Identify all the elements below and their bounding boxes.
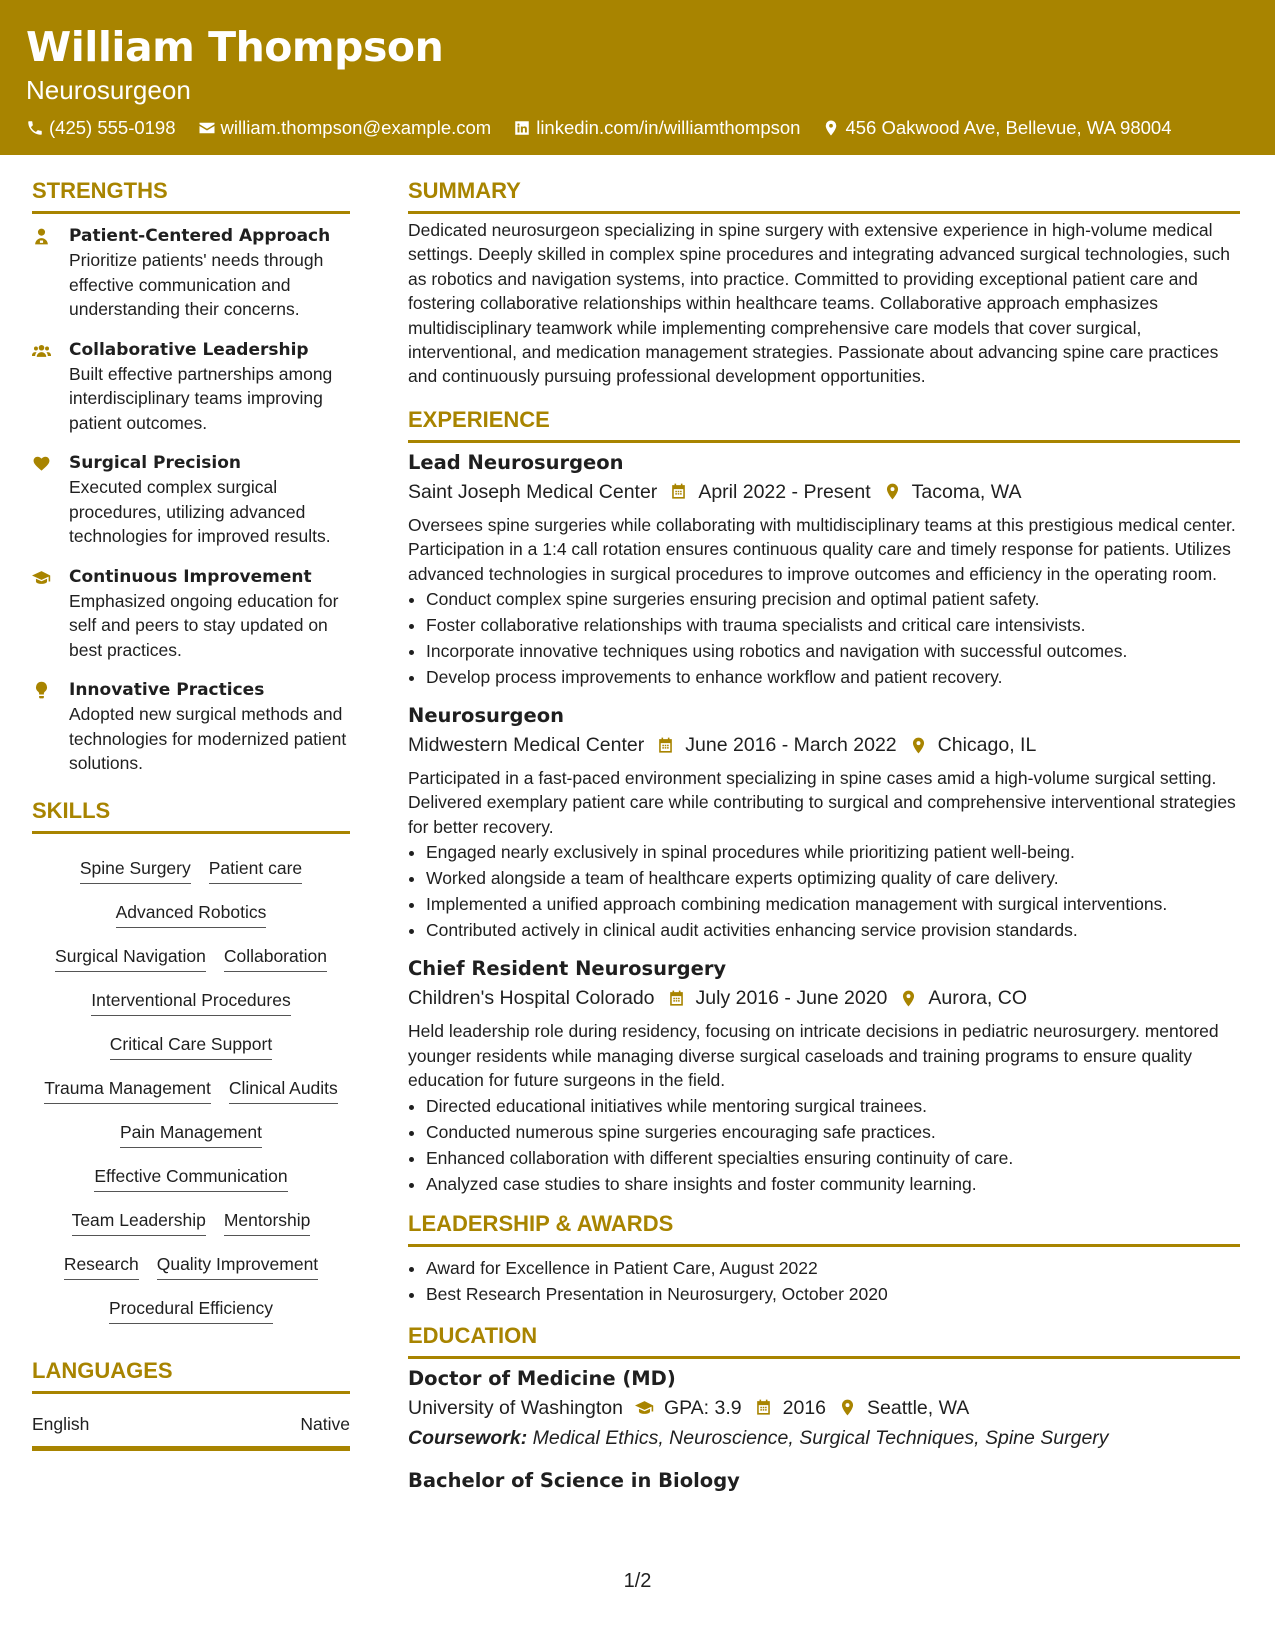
skill-tag: Team Leadership — [72, 1208, 206, 1236]
strengths-section — [32, 176, 350, 776]
education-section — [408, 1321, 1240, 1495]
strength-title: Surgical Precision — [69, 453, 242, 473]
list-item: • Implemented a unified approach combining medication management with surgical interventions. — [426, 891, 1240, 917]
map-pin-icon — [838, 1398, 857, 1417]
map-pin-icon — [883, 482, 902, 501]
list-item: • Award for Excellence in Patient Care, August 2022 — [426, 1255, 1240, 1281]
strength-item — [32, 678, 350, 776]
job-entry — [408, 702, 1240, 943]
job-location: Aurora, CO — [928, 987, 1028, 1010]
degree-title: Doctor of Medicine (MD) — [408, 1366, 676, 1390]
languages-heading: LANGUAGES — [32, 1356, 350, 1394]
list-item: • Best Research Presentation in Neurosurgery, October 2020 — [426, 1281, 1240, 1307]
strengths-heading: STRENGTHS — [32, 176, 350, 214]
job-title: Lead Neurosurgeon — [408, 450, 624, 474]
summary-heading: SUMMARY — [408, 176, 1240, 214]
list-item: • Directed educational initiatives while mentoring surgical trainees. — [426, 1093, 1240, 1119]
contact-bar — [26, 115, 1193, 141]
job-meta — [408, 730, 1240, 760]
awards-section — [408, 1209, 1240, 1307]
job-location: Chicago, IL — [937, 734, 1037, 757]
job-meta — [408, 477, 1240, 507]
coursework-list: Medical Ethics, Neuroscience, Surgical Techniques, Spine Surgery — [532, 1426, 1109, 1449]
education-heading: EDUCATION — [408, 1321, 1240, 1359]
coursework-label: Coursework: — [408, 1426, 528, 1449]
awards-heading: LEADERSHIP & AWARDS — [408, 1209, 1240, 1247]
school-location: Seattle, WA — [867, 1396, 970, 1419]
education-entry — [408, 1365, 1240, 1453]
address-text: 456 Oakwood Ave, Bellevue, WA 98004 — [845, 117, 1172, 138]
list-item: • Incorporate innovative techniques using robotics and navigation with successful outcomes. — [426, 638, 1240, 664]
list-item: • Worked alongside a team of healthcare experts optimizing quality of care delivery. — [426, 865, 1240, 891]
strength-desc: Prioritize patients' needs through effective communication and understanding their concerns. — [69, 250, 324, 319]
linkedin-icon — [513, 119, 531, 137]
strength-item — [32, 224, 350, 322]
contact-linkedin[interactable] — [513, 115, 800, 141]
job-dates: June 2016 - March 2022 — [685, 734, 897, 757]
job-location: Tacoma, WA — [911, 480, 1022, 503]
map-pin-icon — [822, 119, 840, 137]
contact-email[interactable] — [198, 115, 492, 141]
job-meta — [408, 983, 1240, 1013]
experience-section — [408, 405, 1240, 1197]
job-description: Held leadership role during residency, focusing on intricate decisions in pediatric neurosurgery. mentored younger residents while managing diverse surgical caseloads and training programs to ensure quality education for future surgeons in the field. — [408, 1021, 1219, 1091]
phone-icon — [26, 119, 44, 137]
strength-desc: Emphasized ongoing education for self and peers to stay updated on best practices. — [69, 590, 339, 660]
job-bullets — [408, 586, 1240, 690]
calendar-icon — [667, 989, 686, 1008]
skill-tag: Patient care — [209, 856, 302, 884]
list-item: • Engaged nearly exclusively in spinal procedures while prioritizing patient well-being. — [426, 839, 1240, 865]
strength-title: Collaborative Leadership — [69, 339, 309, 360]
job-description: Participated in a fast-paced environment specializing in spine cases amid a high-volume surgical setting. Delivered exemplary patient care while contributing to surgical and comprehensive interventional strategies for better recovery. — [408, 768, 1236, 837]
graduation-year: 2016 — [782, 1396, 827, 1419]
job-company: Midwestern Medical Center — [408, 734, 645, 757]
skill-tag: Surgical Navigation — [55, 944, 206, 972]
experience-heading: EXPERIENCE — [408, 405, 1240, 443]
list-item: • Enhanced collaboration with different specialties ensuring continuity of care. — [426, 1145, 1240, 1171]
job-title: Neurosurgeon — [408, 704, 565, 728]
left-column — [32, 176, 350, 1471]
job-dates: July 2016 - June 2020 — [695, 987, 888, 1010]
strength-item — [32, 338, 350, 436]
skill-tag: Trauma Management — [44, 1076, 211, 1104]
education-meta — [408, 1393, 1240, 1423]
skill-tag: Quality Improvement — [157, 1252, 318, 1280]
job-bullets — [408, 1093, 1240, 1197]
contact-phone[interactable] — [26, 115, 176, 141]
contact-address — [822, 115, 1171, 141]
job-description: Oversees spine surgeries while collaborating with multidisciplinary teams at this prestigious medical center. Participation in a 1:4 call rotation ensures continuous quality care and timely response for patients. Utilizes advanced technologies in surgical procedures to improve outcomes and efficiency in the operating room. — [408, 514, 1236, 584]
job-dates: April 2022 - Present — [698, 480, 871, 503]
skill-tag: Clinical Audits — [229, 1076, 338, 1104]
calendar-icon — [656, 736, 675, 755]
job-entry — [408, 955, 1240, 1196]
strength-item — [32, 565, 350, 663]
email-text: william.thompson@example.com — [220, 117, 492, 138]
language-name: English — [32, 1413, 90, 1434]
awards-list — [408, 1255, 1240, 1307]
calendar-icon — [669, 482, 688, 501]
degree-title: Bachelor of Science in Biology — [408, 1468, 740, 1492]
skills-heading: SKILLS — [32, 796, 350, 834]
list-item: • Foster collaborative relationships with trauma specialists and critical care intensivists. — [426, 612, 1240, 638]
list-item: • Analyzed case studies to share insights and foster community learning. — [426, 1171, 1240, 1197]
candidate-name: William Thompson — [26, 23, 444, 71]
strength-title: Patient-Centered Approach — [69, 226, 331, 246]
strength-desc: Executed complex surgical procedures, utilizing advanced technologies for improved results. — [69, 477, 331, 546]
resume-header — [0, 0, 1275, 155]
skill-tag: Interventional Procedures — [91, 988, 290, 1016]
job-company: Saint Joseph Medical Center — [408, 480, 658, 503]
summary-section — [408, 176, 1240, 389]
map-pin-icon — [909, 736, 928, 755]
language-row — [32, 1404, 350, 1451]
patient-icon — [32, 227, 51, 246]
calendar-icon — [754, 1398, 773, 1417]
skill-tag: Procedural Efficiency — [109, 1296, 273, 1324]
skill-tag: Mentorship — [224, 1208, 311, 1236]
linkedin-text: linkedin.com/in/williamthompson — [536, 117, 801, 138]
school-name: University of Washington — [408, 1396, 623, 1419]
graduation-cap-icon — [32, 568, 51, 587]
skill-tag: Pain Management — [120, 1120, 262, 1148]
strength-item — [32, 451, 350, 549]
lightbulb-icon — [32, 681, 51, 700]
job-title: Chief Resident Neurosurgery — [408, 957, 727, 981]
skill-tag: Critical Care Support — [110, 1032, 272, 1060]
strength-desc: Adopted new surgical methods and technologies for modernized patient solutions. — [69, 704, 347, 773]
list-item: • Contributed actively in clinical audit activities enhancing service provision standards. — [426, 917, 1240, 943]
heart-icon — [32, 454, 51, 473]
skill-tag: Research — [64, 1252, 139, 1280]
phone-text: (425) 555-0198 — [49, 117, 176, 138]
coursework — [408, 1423, 1240, 1453]
language-level: Native — [300, 1413, 350, 1434]
job-bullets — [408, 839, 1240, 943]
strength-title: Innovative Practices — [69, 680, 265, 700]
right-column — [408, 176, 1240, 1515]
gpa: GPA: 3.9 — [663, 1396, 742, 1419]
strength-title: Continuous Improvement — [69, 566, 312, 587]
strength-desc: Built effective partnerships among interdisciplinary teams improving patient outcomes. — [69, 363, 333, 433]
summary-text: Dedicated neurosurgeon specializing in spine surgery with extensive experience in high-volume medical settings. Deeply skilled in complex spine procedures and integrating advanced surgical technologies, such as robotics and navigation systems, into practice. Committed to providing exceptional patient care and fostering collaborative relationships within healthcare teams. Collaborative approach emphasizes multidisciplinary teamwork while implementing comprehensive care models that cover surgical, interventional, and medication management strategies. Passionate about advancing spine care practices and continuously pursuing professional development opportunities. — [408, 220, 1231, 387]
skill-tag: Collaboration — [224, 944, 327, 972]
job-company: Children's Hospital Colorado — [408, 987, 655, 1010]
page-number: 1/2 — [623, 1570, 652, 1592]
job-entry — [408, 449, 1240, 690]
map-pin-icon — [899, 989, 918, 1008]
languages-section — [32, 1356, 350, 1451]
list-item: • Develop process improvements to enhance workflow and patient recovery. — [426, 664, 1240, 690]
envelope-icon — [198, 119, 216, 137]
skills-list — [32, 844, 350, 1332]
users-icon — [32, 341, 51, 360]
skill-tag: Spine Surgery — [80, 856, 191, 884]
skills-section — [32, 796, 350, 1332]
skill-tag: Effective Communication — [94, 1164, 287, 1192]
list-item: • Conducted numerous spine surgeries encouraging safe practices. — [426, 1119, 1240, 1145]
candidate-title: Neurosurgeon — [26, 75, 191, 105]
graduation-cap-icon — [635, 1398, 654, 1417]
list-item: • Conduct complex spine surgeries ensuring precision and optimal patient safety. — [426, 586, 1240, 612]
skill-tag: Advanced Robotics — [116, 900, 267, 928]
